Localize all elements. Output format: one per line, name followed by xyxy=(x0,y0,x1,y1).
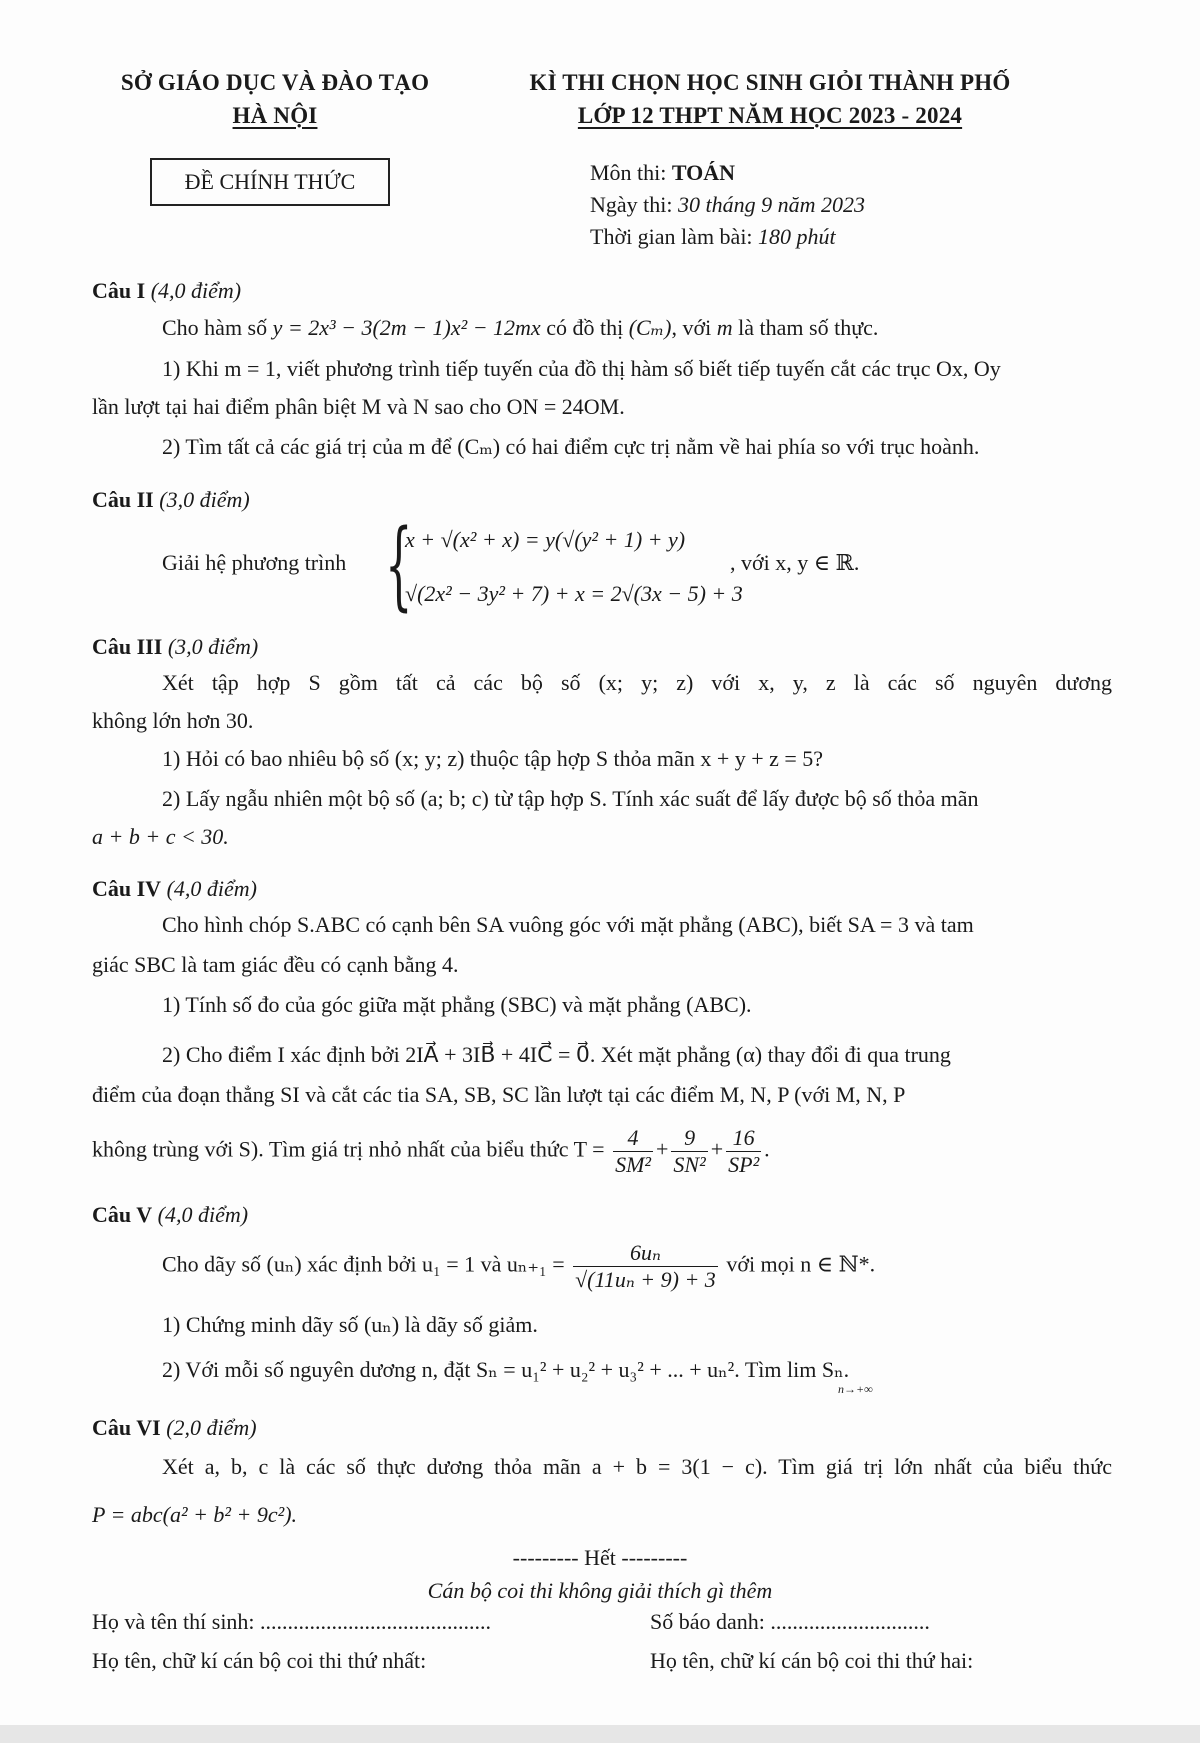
q2-heading xyxy=(92,485,1120,515)
q1-heading xyxy=(92,276,1120,306)
supervisor-1-signature: Họ tên, chữ kí cán bộ coi thi thứ nhất: xyxy=(92,1648,427,1673)
q3-intro-line2: không lớn hơn 30. xyxy=(92,708,254,733)
recurrence-fraction xyxy=(573,1240,718,1293)
q2-title: Câu II xyxy=(92,487,154,512)
fraction-9-sn xyxy=(671,1125,707,1178)
fraction-numerator: 16 xyxy=(726,1125,761,1152)
period: . xyxy=(764,1136,770,1162)
equation-system xyxy=(385,509,745,621)
q2-condition: , với x, y ∈ ℝ. xyxy=(730,550,860,575)
bottom-strip xyxy=(0,1725,1200,1743)
q3-intro-line1: Xét tập hợp S gồm tất cả các bộ số (x; y; z) với x, y, z là các số nguyên dương xyxy=(162,670,1112,695)
time-value: 180 phút xyxy=(758,224,836,249)
q5-part2 xyxy=(162,1355,1120,1385)
fraction-denominator: √(11uₙ + 9) + 3 xyxy=(575,1267,716,1292)
fraction-numerator: 4 xyxy=(613,1125,653,1152)
system-equation-1: x + √(x² + x) = y(√(y² + 1) + y) xyxy=(405,527,686,552)
fraction-denominator: SM² xyxy=(615,1152,651,1177)
exam-title: KÌ THI CHỌN HỌC SINH GIỎI THÀNH PHỐ xyxy=(529,70,1011,95)
q4-part2-line1: 2) Cho điểm I xác định bởi 2IA⃗ + 3IB⃗ + 4IC⃗ = 0⃗. Xét mặt phẳng (α) thay đổi đi qua trung xyxy=(162,1042,951,1067)
q1-points: (4,0 điểm) xyxy=(150,278,242,303)
q3-part2-line2: a + b + c < 30. xyxy=(92,824,229,849)
system-brace: { xyxy=(385,509,413,621)
candidate-number-field: Số báo danh: ............................. xyxy=(650,1609,930,1634)
q4-part2-line2: điểm của đoạn thẳng SI và cắt các tia SA, SB, SC lần lượt tại các điểm M, N, P (với M, N, P xyxy=(92,1082,906,1107)
q5-part2-text: 2) Với mỗi số nguyên dương n, đặt Sₙ = u₁² + u₂² + u₃² + ... + uₙ². Tìm lim Sₙ. xyxy=(162,1357,850,1382)
q4-title: Câu IV xyxy=(92,876,162,901)
q1-title: Câu I xyxy=(92,278,146,303)
q1-intro-text: Cho hàm số xyxy=(162,315,273,340)
q5-points: (4,0 điểm) xyxy=(157,1202,249,1227)
q1-param: m xyxy=(716,315,733,340)
q3-points: (3,0 điểm) xyxy=(167,634,259,659)
q5-title: Câu V xyxy=(92,1202,153,1227)
q3-part2-line1: 2) Lấy ngẫu nhiên một bộ số (a; b; c) từ tập hợp S. Tính xác suất để lấy được bộ số thỏa mãn xyxy=(162,786,979,811)
official-badge xyxy=(150,158,390,206)
q4-part1: 1) Tính số đo của góc giữa mặt phẳng (SBC) và mặt phẳng (ABC). xyxy=(162,992,752,1017)
fraction-16-sp xyxy=(726,1125,761,1178)
q4-part2-line3 xyxy=(92,1125,770,1178)
plus-sign: + xyxy=(710,1136,724,1162)
q1-part2: 2) Tìm tất cả các giá trị của m để (Cₘ) có hai điểm cực trị nằm về hai phía so với trục hoành. xyxy=(162,434,980,459)
q4-heading xyxy=(92,874,1120,904)
date-value: 30 tháng 9 năm 2023 xyxy=(678,192,865,217)
q4-intro-line1: Cho hình chóp S.ABC có cạnh bên SA vuông góc với mặt phẳng (ABC), biết SA = 3 và tam xyxy=(162,912,974,937)
date-line xyxy=(590,192,865,218)
q5-part1: 1) Chứng minh dãy số (uₙ) là dãy số giảm. xyxy=(162,1312,538,1337)
date-label: Ngày thi: xyxy=(590,192,678,217)
plus-sign: + xyxy=(656,1136,669,1162)
q2-points: (3,0 điểm) xyxy=(159,487,250,512)
q2-intro: Giải hệ phương trình xyxy=(162,550,347,575)
fraction-denominator: SN² xyxy=(673,1152,706,1177)
q5-heading xyxy=(92,1200,1120,1230)
q1-part1-line2: lần lượt tại hai điểm phân biệt M và N sao cho ON = 24OM. xyxy=(92,394,625,419)
q5-intro-text: Cho dãy số (uₙ) xác định bởi u₁ = 1 và uₙ₊₁ = xyxy=(162,1251,571,1277)
q3-title: Câu III xyxy=(92,634,163,659)
official-label: ĐỀ CHÍNH THỨC xyxy=(184,169,356,194)
q1-intro-text: có đồ thị xyxy=(540,315,629,340)
q1-intro-text: , với xyxy=(671,315,717,340)
subject-label: Môn thi: xyxy=(590,160,672,185)
q6-line1: Xét a, b, c là các số thực dương thỏa mãn a + b = 3(1 − c). Tìm giá trị lớn nhất của biểu thức xyxy=(162,1454,1112,1479)
q6-heading xyxy=(92,1413,1120,1443)
q1-part1-line1: 1) Khi m = 1, viết phương trình tiếp tuyến của đồ thị hàm số biết tiếp tuyến cắt các trục Ox, Oy xyxy=(162,356,1001,381)
q1-intro-text: là tham số thực. xyxy=(732,315,879,340)
q1-graph: (Cₘ) xyxy=(628,315,672,340)
fraction-4-sm xyxy=(613,1125,653,1178)
exam-grade-year: LỚP 12 THPT NĂM HỌC 2023 - 2024 xyxy=(577,103,963,128)
department-name: SỞ GIÁO DỤC VÀ ĐÀO TẠO xyxy=(120,70,430,95)
q5-intro xyxy=(162,1240,875,1293)
subject-line xyxy=(590,160,735,186)
q4-intro-line2: giác SBC là tam giác đều có cạnh bằng 4. xyxy=(92,952,459,977)
supervisor-2-signature: Họ tên, chữ kí cán bộ coi thi thứ hai: xyxy=(650,1648,974,1673)
q1-intro xyxy=(162,313,1120,343)
fraction-numerator: 9 xyxy=(671,1125,707,1152)
q6-title: Câu VI xyxy=(92,1415,161,1440)
system-equation-2: √(2x² − 3y² + 7) + x = 2√(3x − 5) + 3 xyxy=(405,581,743,606)
end-marker: --------- Hết --------- xyxy=(512,1545,688,1570)
department-city: HÀ NỘI xyxy=(232,103,318,128)
q3-heading xyxy=(92,632,1120,662)
q5-intro-text: với mọi n ∈ ℕ*. xyxy=(720,1251,876,1277)
q3-part1: 1) Hỏi có bao nhiêu bộ số (x; y; z) thuộc tập hợp S thỏa mãn x + y + z = 5? xyxy=(162,746,824,771)
fraction-denominator: SP² xyxy=(728,1152,760,1177)
time-line xyxy=(590,224,836,250)
subject-value: TOÁN xyxy=(671,160,736,185)
q4-part2-text: không trùng với S). Tìm giá trị nhỏ nhất của biểu thức T = xyxy=(92,1136,611,1162)
limit-subscript: n→+∞ xyxy=(838,1382,873,1396)
invigilator-note: Cán bộ coi thi không giải thích gì thêm xyxy=(427,1578,773,1603)
q6-line2: P = abc(a² + b² + 9c²). xyxy=(92,1502,298,1527)
fraction-numerator: 6uₙ xyxy=(573,1240,718,1267)
q4-points: (4,0 điểm) xyxy=(166,876,257,901)
q1-function: y = 2x³ − 3(2m − 1)x² − 12mx xyxy=(272,315,541,340)
time-label: Thời gian làm bài: xyxy=(590,224,759,249)
candidate-name-field: Họ và tên thí sinh: .......................................... xyxy=(92,1609,492,1634)
q6-points: (2,0 điểm) xyxy=(166,1415,257,1440)
